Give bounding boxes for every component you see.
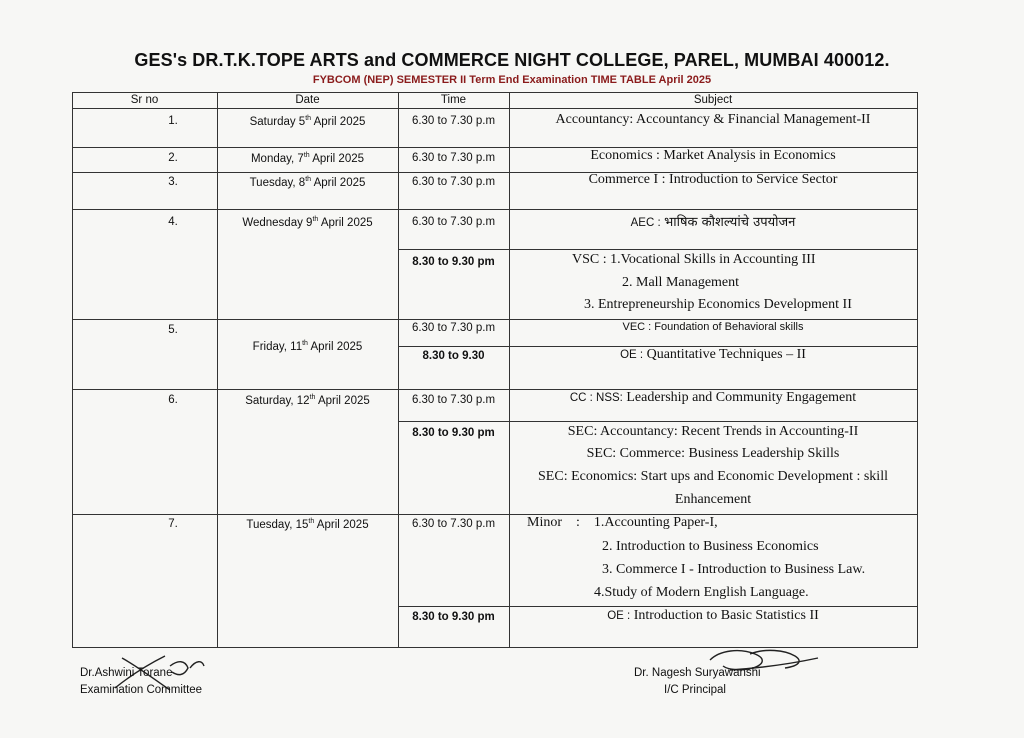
time-cell: 6.30 to 7.30 p.m — [411, 152, 496, 164]
subject-cell: 2. Introduction to Business Economics — [602, 539, 819, 554]
date-cell: Wednesday 9th April 2025 — [242, 216, 373, 229]
subject-cell: VSC : 1.Vocational Skills in Accounting III — [572, 252, 816, 267]
left-signatory-role: Examination Committee — [80, 684, 203, 696]
sr-no-cell: 2. — [168, 152, 178, 164]
time-cell: 8.30 to 9.30 pm — [412, 427, 495, 439]
subject-cell: Minor : 1.Accounting Paper-I, — [527, 515, 718, 530]
sr-no-cell: 7. — [168, 518, 178, 530]
time-cell: 6.30 to 7.30 p.m — [411, 322, 496, 334]
subject-cell: Accountancy: Accountancy & Financial Management-II — [555, 112, 871, 127]
subject-cell: Commerce I : Introduction to Service Sector — [588, 172, 838, 187]
right-signatory-role: I/C Principal — [664, 684, 726, 696]
left-signatory-name: Dr.Ashwini Torane — [80, 667, 173, 679]
sr-no-cell: 1. — [168, 115, 178, 127]
subject-cell: SEC: Commerce: Business Leadership Skills — [586, 446, 840, 461]
college-title: GES's DR.T.K.TOPE ARTS and COMMERCE NIGHT COLLEGE, PAREL, MUMBAI 400012. — [134, 50, 890, 70]
subject-cell: 2. Mall Management — [622, 275, 740, 290]
subject-cell: OE : Introduction to Basic Statistics II — [607, 608, 819, 623]
time-cell: 8.30 to 9.30 pm — [412, 256, 495, 268]
subject-cell: 4.Study of Modern English Language. — [594, 585, 809, 600]
header-subject: Subject — [693, 94, 733, 106]
left-signatory — [80, 665, 202, 699]
header-time: Time — [440, 94, 467, 106]
time-cell: 6.30 to 7.30 p.m — [411, 115, 496, 127]
subject-cell: Enhancement — [674, 492, 752, 507]
subject-cell: SEC: Accountancy: Recent Trends in Accounting-II — [567, 424, 859, 439]
time-cell: 6.30 to 7.30 p.m — [411, 176, 496, 188]
time-cell: 8.30 to 9.30 — [422, 350, 485, 362]
subject-cell: 3. Entrepreneurship Economics Development II — [584, 297, 852, 312]
sr-no-cell: 3. — [168, 176, 178, 188]
subject-cell: SEC: Economics: Start ups and Economic Development : skill — [538, 469, 888, 484]
time-cell: 6.30 to 7.30 p.m — [411, 518, 496, 530]
date-cell: Monday, 7th April 2025 — [250, 152, 365, 165]
sr-no-cell: 4. — [168, 216, 178, 228]
subject-cell: AEC : भाषिक कौशल्यांचे उपयोजन — [630, 215, 796, 230]
date-cell: Tuesday, 8th April 2025 — [249, 176, 366, 189]
subject-cell: Economics : Market Analysis in Economics — [590, 148, 836, 163]
time-cell: 8.30 to 9.30 pm — [412, 611, 495, 623]
right-signatory — [634, 665, 814, 699]
date-cell: Saturday, 12th April 2025 — [245, 394, 370, 407]
header-date: Date — [295, 94, 320, 106]
date-cell: Saturday 5th April 2025 — [249, 115, 366, 128]
subject-cell: 3. Commerce I - Introduction to Business Law. — [602, 562, 866, 577]
date-cell: Tuesday, 15th April 2025 — [246, 518, 369, 531]
header-sr-no: Sr no — [130, 94, 159, 106]
sr-no-cell: 6. — [168, 394, 178, 406]
date-cell: Friday, 11th April 2025 — [252, 340, 363, 353]
right-signatory-name: Dr. Nagesh Suryawanshi — [634, 667, 761, 679]
subject-cell: CC : NSS: Leadership and Community Engagement — [569, 390, 857, 405]
time-cell: 6.30 to 7.30 p.m — [411, 216, 496, 228]
timetable-subtitle: FYBCOM (NEP) SEMESTER II Term End Examination TIME TABLE April 2025 — [312, 74, 712, 86]
sr-no-cell: 5. — [168, 324, 178, 336]
subject-cell: OE : Quantitative Techniques – II — [620, 347, 806, 362]
subject-cell: VEC : Foundation of Behavioral skills — [622, 321, 804, 333]
time-cell: 6.30 to 7.30 p.m — [411, 394, 496, 406]
